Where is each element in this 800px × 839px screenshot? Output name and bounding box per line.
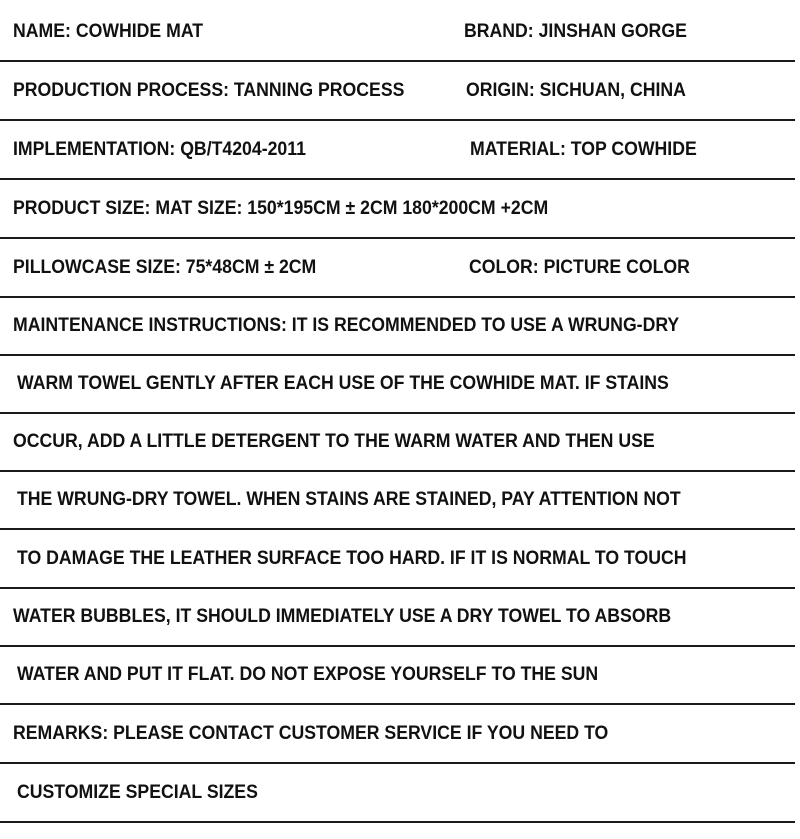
spec-row-implementation-material — [0, 122, 795, 180]
spec-product-size: PRODUCT SIZE: MAT SIZE: 150*195CM ± 2CM 180*200CM +2CM — [13, 198, 549, 219]
maintenance-text: THE WRUNG-DRY TOWEL. WHEN STAINS ARE STAINED, PAY ATTENTION NOT — [17, 489, 681, 510]
spec-row-pillowcase-color — [0, 240, 795, 298]
spec-production-process: PRODUCTION PROCESS: TANNING PROCESS — [13, 80, 405, 101]
spec-pillowcase-size: PILLOWCASE SIZE: 75*48CM ± 2CM — [13, 257, 317, 278]
maintenance-text: OCCUR, ADD A LITTLE DETERGENT TO THE WARM WATER AND THEN USE — [13, 431, 655, 452]
spec-row-name-brand — [0, 4, 795, 62]
maintenance-line-5 — [0, 531, 795, 589]
remarks-line-2 — [0, 765, 795, 823]
maintenance-text: MAINTENANCE INSTRUCTIONS: IT IS RECOMMENDED TO USE A WRUNG-DRY — [13, 315, 680, 336]
spec-brand: BRAND: JINSHAN GORGE — [464, 21, 687, 42]
remarks-line-1 — [0, 706, 795, 764]
maintenance-line-6 — [0, 589, 795, 647]
spec-origin: ORIGIN: SICHUAN, CHINA — [466, 80, 686, 101]
spec-row-product-size — [0, 181, 795, 239]
maintenance-line-7 — [0, 647, 795, 705]
maintenance-text: WARM TOWEL GENTLY AFTER EACH USE OF THE COWHIDE MAT. IF STAINS — [17, 373, 669, 394]
maintenance-line-1 — [0, 298, 795, 356]
spec-row-process-origin — [0, 63, 795, 121]
maintenance-line-3 — [0, 414, 795, 472]
spec-color: COLOR: PICTURE COLOR — [469, 257, 690, 278]
remarks-text: CUSTOMIZE SPECIAL SIZES — [17, 782, 258, 803]
maintenance-text: TO DAMAGE THE LEATHER SURFACE TOO HARD. IF IT IS NORMAL TO TOUCH — [17, 548, 687, 569]
spec-name: NAME: COWHIDE MAT — [13, 21, 204, 42]
maintenance-line-4 — [0, 472, 795, 530]
maintenance-text: WATER AND PUT IT FLAT. DO NOT EXPOSE YOURSELF TO THE SUN — [17, 664, 599, 685]
maintenance-line-2 — [0, 356, 795, 414]
spec-implementation: IMPLEMENTATION: QB/T4204-2011 — [13, 139, 306, 160]
remarks-text: REMARKS: PLEASE CONTACT CUSTOMER SERVICE IF YOU NEED TO — [13, 723, 609, 744]
maintenance-text: WATER BUBBLES, IT SHOULD IMMEDIATELY USE A DRY TOWEL TO ABSORB — [13, 606, 672, 627]
spec-material: MATERIAL: TOP COWHIDE — [470, 139, 697, 160]
